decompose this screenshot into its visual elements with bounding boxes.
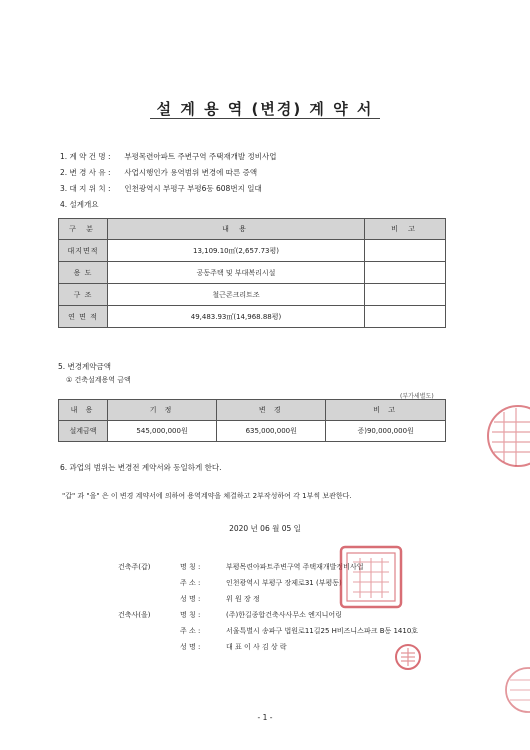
section-change-amount <box>58 361 131 385</box>
party-key: 성 명 : <box>180 643 201 651</box>
item-value: 인천광역시 부평구 부평6동 608번지 일대 <box>124 184 262 193</box>
row-value: 철근콘크리트조 <box>108 284 365 306</box>
row-label: 연 면 적 <box>59 306 108 328</box>
item-value: 부평목련아파트 주변구역 주택재개발 정비사업 <box>124 152 277 161</box>
party-key: 명 칭 : <box>180 563 201 571</box>
contract-items <box>60 149 276 213</box>
table-row <box>59 240 446 262</box>
table-header-row <box>59 400 446 421</box>
party-role: 건축사(을) <box>118 611 151 619</box>
table-row <box>59 306 446 328</box>
amount-after: 635,000,000원 <box>217 421 326 442</box>
header-cell: 구 분 <box>59 219 108 240</box>
item-key: 4. 설계개요 <box>60 200 99 209</box>
row-note <box>365 262 446 284</box>
row-label: 구 조 <box>59 284 108 306</box>
header-cell: 비 고 <box>365 219 446 240</box>
table-row <box>59 284 446 306</box>
item-change-reason <box>60 165 276 181</box>
party-row <box>118 559 363 575</box>
amount-difference: 증)90,000,000원 <box>326 421 446 442</box>
table-row <box>59 421 446 442</box>
row-label: 용 도 <box>59 262 108 284</box>
item-site-location <box>60 181 276 197</box>
party-value: 대 표 이 사 김 상 락 <box>226 643 287 651</box>
agreement-note: "갑" 과 "을" 은 이 변경 계약서에 의하여 용역계약을 체결하고 2부작성하여 각 1부씩 보관한다. <box>62 492 352 500</box>
party-row <box>118 623 418 639</box>
page-number: - 1 - <box>257 713 273 722</box>
party-key: 주 소 : <box>180 627 201 635</box>
party-a-seal-stamp <box>338 544 404 610</box>
party-value: 부평목련아파트주변구역 주택재개발정비사업 <box>226 563 364 571</box>
party-row <box>118 575 363 591</box>
header-cell: 내 용 <box>59 400 108 421</box>
party-b-seal-stamp <box>393 642 423 672</box>
party-value: 위 원 장 정 <box>226 595 260 603</box>
document-title: 설 계 용 역 (변경) 계 약 서 <box>156 100 374 118</box>
section-subtitle: ① 건축설계용역 금액 <box>66 376 131 384</box>
party-a-block <box>118 559 363 607</box>
margin-seal-stamp-bottom <box>500 660 530 720</box>
item-key: 2. 변 경 사 유 : <box>60 168 111 177</box>
item-key: 3. 대 지 위 치 : <box>60 184 111 193</box>
item-contract-name <box>60 149 276 165</box>
party-key: 주 소 : <box>180 579 201 587</box>
table-row <box>59 262 446 284</box>
item-value: 사업시행인가 용역범위 변경에 따른 증액 <box>124 168 258 177</box>
row-value: 49,483.93㎡(14,968.88평) <box>108 306 365 328</box>
row-note <box>365 240 446 262</box>
item-key: 1. 계 약 건 명 : <box>60 152 111 161</box>
vat-note: (부가세별도) <box>400 393 434 400</box>
header-cell: 비 고 <box>326 400 446 421</box>
party-value: 서울특별시 송파구 법원로11길25 H비즈니스파크 B동 1410호 <box>226 627 419 635</box>
section-title: 5. 변경계약금액 <box>58 362 112 371</box>
row-label: 대지면적 <box>59 240 108 262</box>
row-value: 공동주택 및 부대복리시설 <box>108 262 365 284</box>
item-design-overview <box>60 197 276 213</box>
row-label: 설계금액 <box>59 421 108 442</box>
row-value: 13,109.10㎡(2,657.73평) <box>108 240 365 262</box>
party-row <box>118 591 363 607</box>
party-b-block <box>118 607 418 655</box>
party-key: 명 칭 : <box>180 611 201 619</box>
section-scope: 6. 과업의 범위는 변경전 계약서와 동일하게 한다. <box>60 463 222 472</box>
row-note <box>365 284 446 306</box>
contract-date: 2020 년 06 월 05 일 <box>229 524 301 533</box>
party-value: 인천광역시 부평구 장제로31 (부평동) <box>226 579 342 587</box>
party-value: (주)한길종합건축사사무소 엔지니어링 <box>226 611 342 619</box>
header-cell: 기 정 <box>108 400 217 421</box>
party-row <box>118 639 418 655</box>
header-cell: 내 용 <box>108 219 365 240</box>
amount-before: 545,000,000원 <box>108 421 217 442</box>
party-role: 건축주(갑) <box>118 563 151 571</box>
row-note <box>365 306 446 328</box>
contract-amount-table <box>58 399 446 442</box>
design-overview-table <box>58 218 446 328</box>
margin-seal-stamp <box>480 400 530 472</box>
title-underline <box>150 118 380 119</box>
header-cell: 변 경 <box>217 400 326 421</box>
table-header-row <box>59 219 446 240</box>
party-key: 성 명 : <box>180 595 201 603</box>
